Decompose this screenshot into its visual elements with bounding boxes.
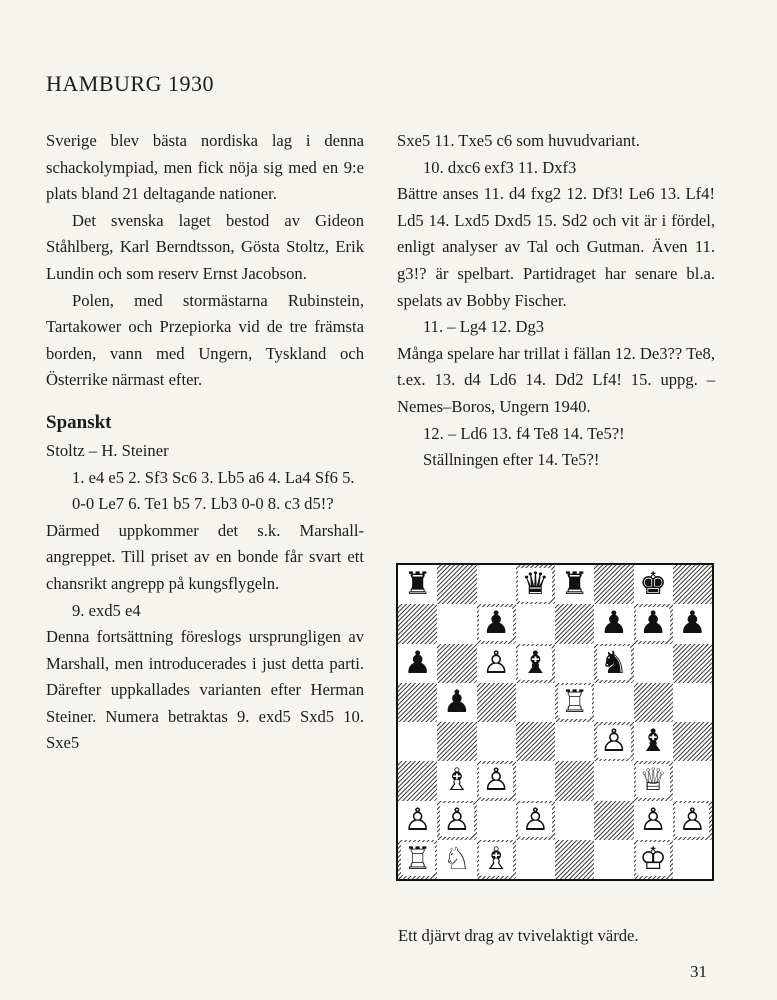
white-king-icon: ♔ (636, 842, 670, 876)
square-g1 (634, 840, 673, 879)
section-heading: Spanskt (46, 411, 112, 433)
black-pawn-icon: ♟ (597, 607, 631, 641)
white-rook-icon: ♖ (558, 685, 592, 719)
white-pawn-icon: ♙ (440, 803, 474, 837)
square-h8 (673, 565, 712, 604)
square-d8 (516, 565, 555, 604)
square-a1 (398, 840, 437, 879)
white-knight-icon: ♘ (440, 842, 474, 876)
square-b6 (437, 644, 476, 683)
white-bishop-icon: ♗ (479, 842, 513, 876)
square-h6 (673, 644, 712, 683)
square-a4 (398, 722, 437, 761)
white-pawn-icon: ♙ (597, 725, 631, 759)
square-e4 (555, 722, 594, 761)
square-e2 (555, 801, 594, 840)
square-c7 (477, 604, 516, 643)
square-a5 (398, 683, 437, 722)
square-b8 (437, 565, 476, 604)
square-c4 (477, 722, 516, 761)
square-c6 (477, 644, 516, 683)
square-b7 (437, 604, 476, 643)
square-f1 (594, 840, 633, 879)
square-h1 (673, 840, 712, 879)
square-h2 (673, 801, 712, 840)
square-g5 (634, 683, 673, 722)
paragraph: Det svenska laget bestod av Gideon Ståhlberg, Karl Berndtsson, Gösta Stoltz, Erik Lundin och som reserv Ernst Jacobson. (46, 210, 364, 283)
black-bishop-icon: ♝ (636, 725, 670, 759)
square-e1 (555, 840, 594, 879)
black-pawn-icon: ♟ (479, 607, 513, 641)
square-d4 (516, 722, 555, 761)
black-queen-icon: ♛ (518, 568, 552, 602)
square-c3 (477, 761, 516, 800)
page-number: 31 (690, 962, 707, 981)
black-bishop-icon: ♝ (518, 646, 552, 680)
black-pawn-icon: ♟ (440, 685, 474, 719)
game-moves: 9. exd5 e4 (72, 600, 141, 620)
chess-diagram (396, 563, 714, 881)
white-rook-icon: ♖ (401, 842, 435, 876)
white-pawn-icon: ♙ (401, 803, 435, 837)
square-d2 (516, 801, 555, 840)
black-rook-icon: ♜ (401, 568, 435, 602)
square-c8 (477, 565, 516, 604)
black-pawn-icon: ♟ (675, 607, 709, 641)
game-players: Stoltz – H. Steiner (46, 440, 169, 460)
white-pawn-icon: ♙ (479, 646, 513, 680)
white-pawn-icon: ♙ (675, 803, 709, 837)
white-pawn-icon: ♙ (479, 764, 513, 798)
square-b5 (437, 683, 476, 722)
square-a3 (398, 761, 437, 800)
square-g8 (634, 565, 673, 604)
square-h4 (673, 722, 712, 761)
square-b2 (437, 801, 476, 840)
square-f7 (594, 604, 633, 643)
square-b3 (437, 761, 476, 800)
square-g4 (634, 722, 673, 761)
square-d5 (516, 683, 555, 722)
paragraph: Bättre anses 11. d4 fxg2 12. Df3! Le6 13. Lf4! Ld5 14. Lxd5 Dxd5 15. Sd2 och vit är i fördel, enligt analyser av Tal och Gutman. Även 11. g3!? är spelbart. Partidraget har senare bl.a. spelats av Bobby Fischer. (397, 184, 715, 310)
square-h5 (673, 683, 712, 722)
square-a6 (398, 644, 437, 683)
square-b1 (437, 840, 476, 879)
black-rook-icon: ♜ (558, 568, 592, 602)
square-e5 (555, 683, 594, 722)
game-moves: 1. e4 e5 2. Sf3 Sc6 3. Lb5 a6 4. La4 Sf6 5. 0-0 Le7 6. Te1 b5 7. Lb3 0-0 8. c3 d5!? (72, 467, 355, 514)
paragraph: Denna fortsättning föreslogs ursprungligen av Marshall, men introducerades i just detta parti. Därefter uppkallades varianten efter Herman Steiner. Numera betraktas 9. exd5 Sxd5 10. Sxe5 (46, 627, 364, 753)
diagram-caption: Ett djärvt drag av tvivelaktigt värde. (398, 926, 639, 945)
square-h3 (673, 761, 712, 800)
paragraph: Sverige blev bästa nordiska lag i denna schackolympiad, men fick nöja sig med en 9:e plats bland 21 deltagande nationer. (46, 131, 364, 204)
square-f3 (594, 761, 633, 800)
square-d3 (516, 761, 555, 800)
square-f2 (594, 801, 633, 840)
square-g6 (634, 644, 673, 683)
square-e7 (555, 604, 594, 643)
paragraph: Många spelare har trillat i fällan 12. De3?? Te8, t.ex. 13. d4 Ld6 14. Dd2 Lf4! 15. uppg. – Nemes–Boros, Ungern 1940. (397, 343, 715, 416)
game-moves: 12. – Ld6 13. f4 Te8 14. Te5?! (423, 423, 625, 443)
square-f8 (594, 565, 633, 604)
square-h7 (673, 604, 712, 643)
square-f4 (594, 722, 633, 761)
square-a8 (398, 565, 437, 604)
white-pawn-icon: ♙ (636, 803, 670, 837)
square-d1 (516, 840, 555, 879)
square-c1 (477, 840, 516, 879)
chess-board (398, 565, 712, 879)
square-d6 (516, 644, 555, 683)
square-c5 (477, 683, 516, 722)
game-moves: 10. dxc6 exf3 11. Dxf3 (423, 157, 577, 177)
square-e8 (555, 565, 594, 604)
square-d7 (516, 604, 555, 643)
black-pawn-icon: ♟ (636, 607, 670, 641)
white-pawn-icon: ♙ (518, 803, 552, 837)
left-column (46, 128, 364, 757)
paragraph: Polen, med stormästarna Rubinstein, Tartakower och Przepiorka vid de tre främsta borden, vann med Ungern, Tyskland och Österrike närmast efter. (46, 290, 364, 390)
black-knight-icon: ♞ (597, 646, 631, 680)
square-g3 (634, 761, 673, 800)
paragraph: Därmed uppkommer det s.k. Marshallangreppet. Till priset av en bonde får svart ett chansrikt angrepp på kungsflygeln. (46, 520, 364, 593)
game-moves: 11. – Lg4 12. Dg3 (423, 317, 545, 337)
square-e3 (555, 761, 594, 800)
square-b4 (437, 722, 476, 761)
square-g7 (634, 604, 673, 643)
black-king-icon: ♚ (636, 568, 670, 602)
chapter-title: HAMBURG 1930 (46, 71, 214, 96)
square-a2 (398, 801, 437, 840)
black-pawn-icon: ♟ (401, 646, 435, 680)
white-queen-icon: ♕ (636, 764, 670, 798)
white-bishop-icon: ♗ (440, 764, 474, 798)
right-column (397, 128, 715, 474)
paragraph: Sxe5 11. Txe5 c6 som huvudvariant. (397, 131, 640, 150)
square-c2 (477, 801, 516, 840)
square-f5 (594, 683, 633, 722)
square-a7 (398, 604, 437, 643)
square-f6 (594, 644, 633, 683)
diagram-heading: Ställningen efter 14. Te5?! (423, 450, 600, 470)
square-g2 (634, 801, 673, 840)
square-e6 (555, 644, 594, 683)
